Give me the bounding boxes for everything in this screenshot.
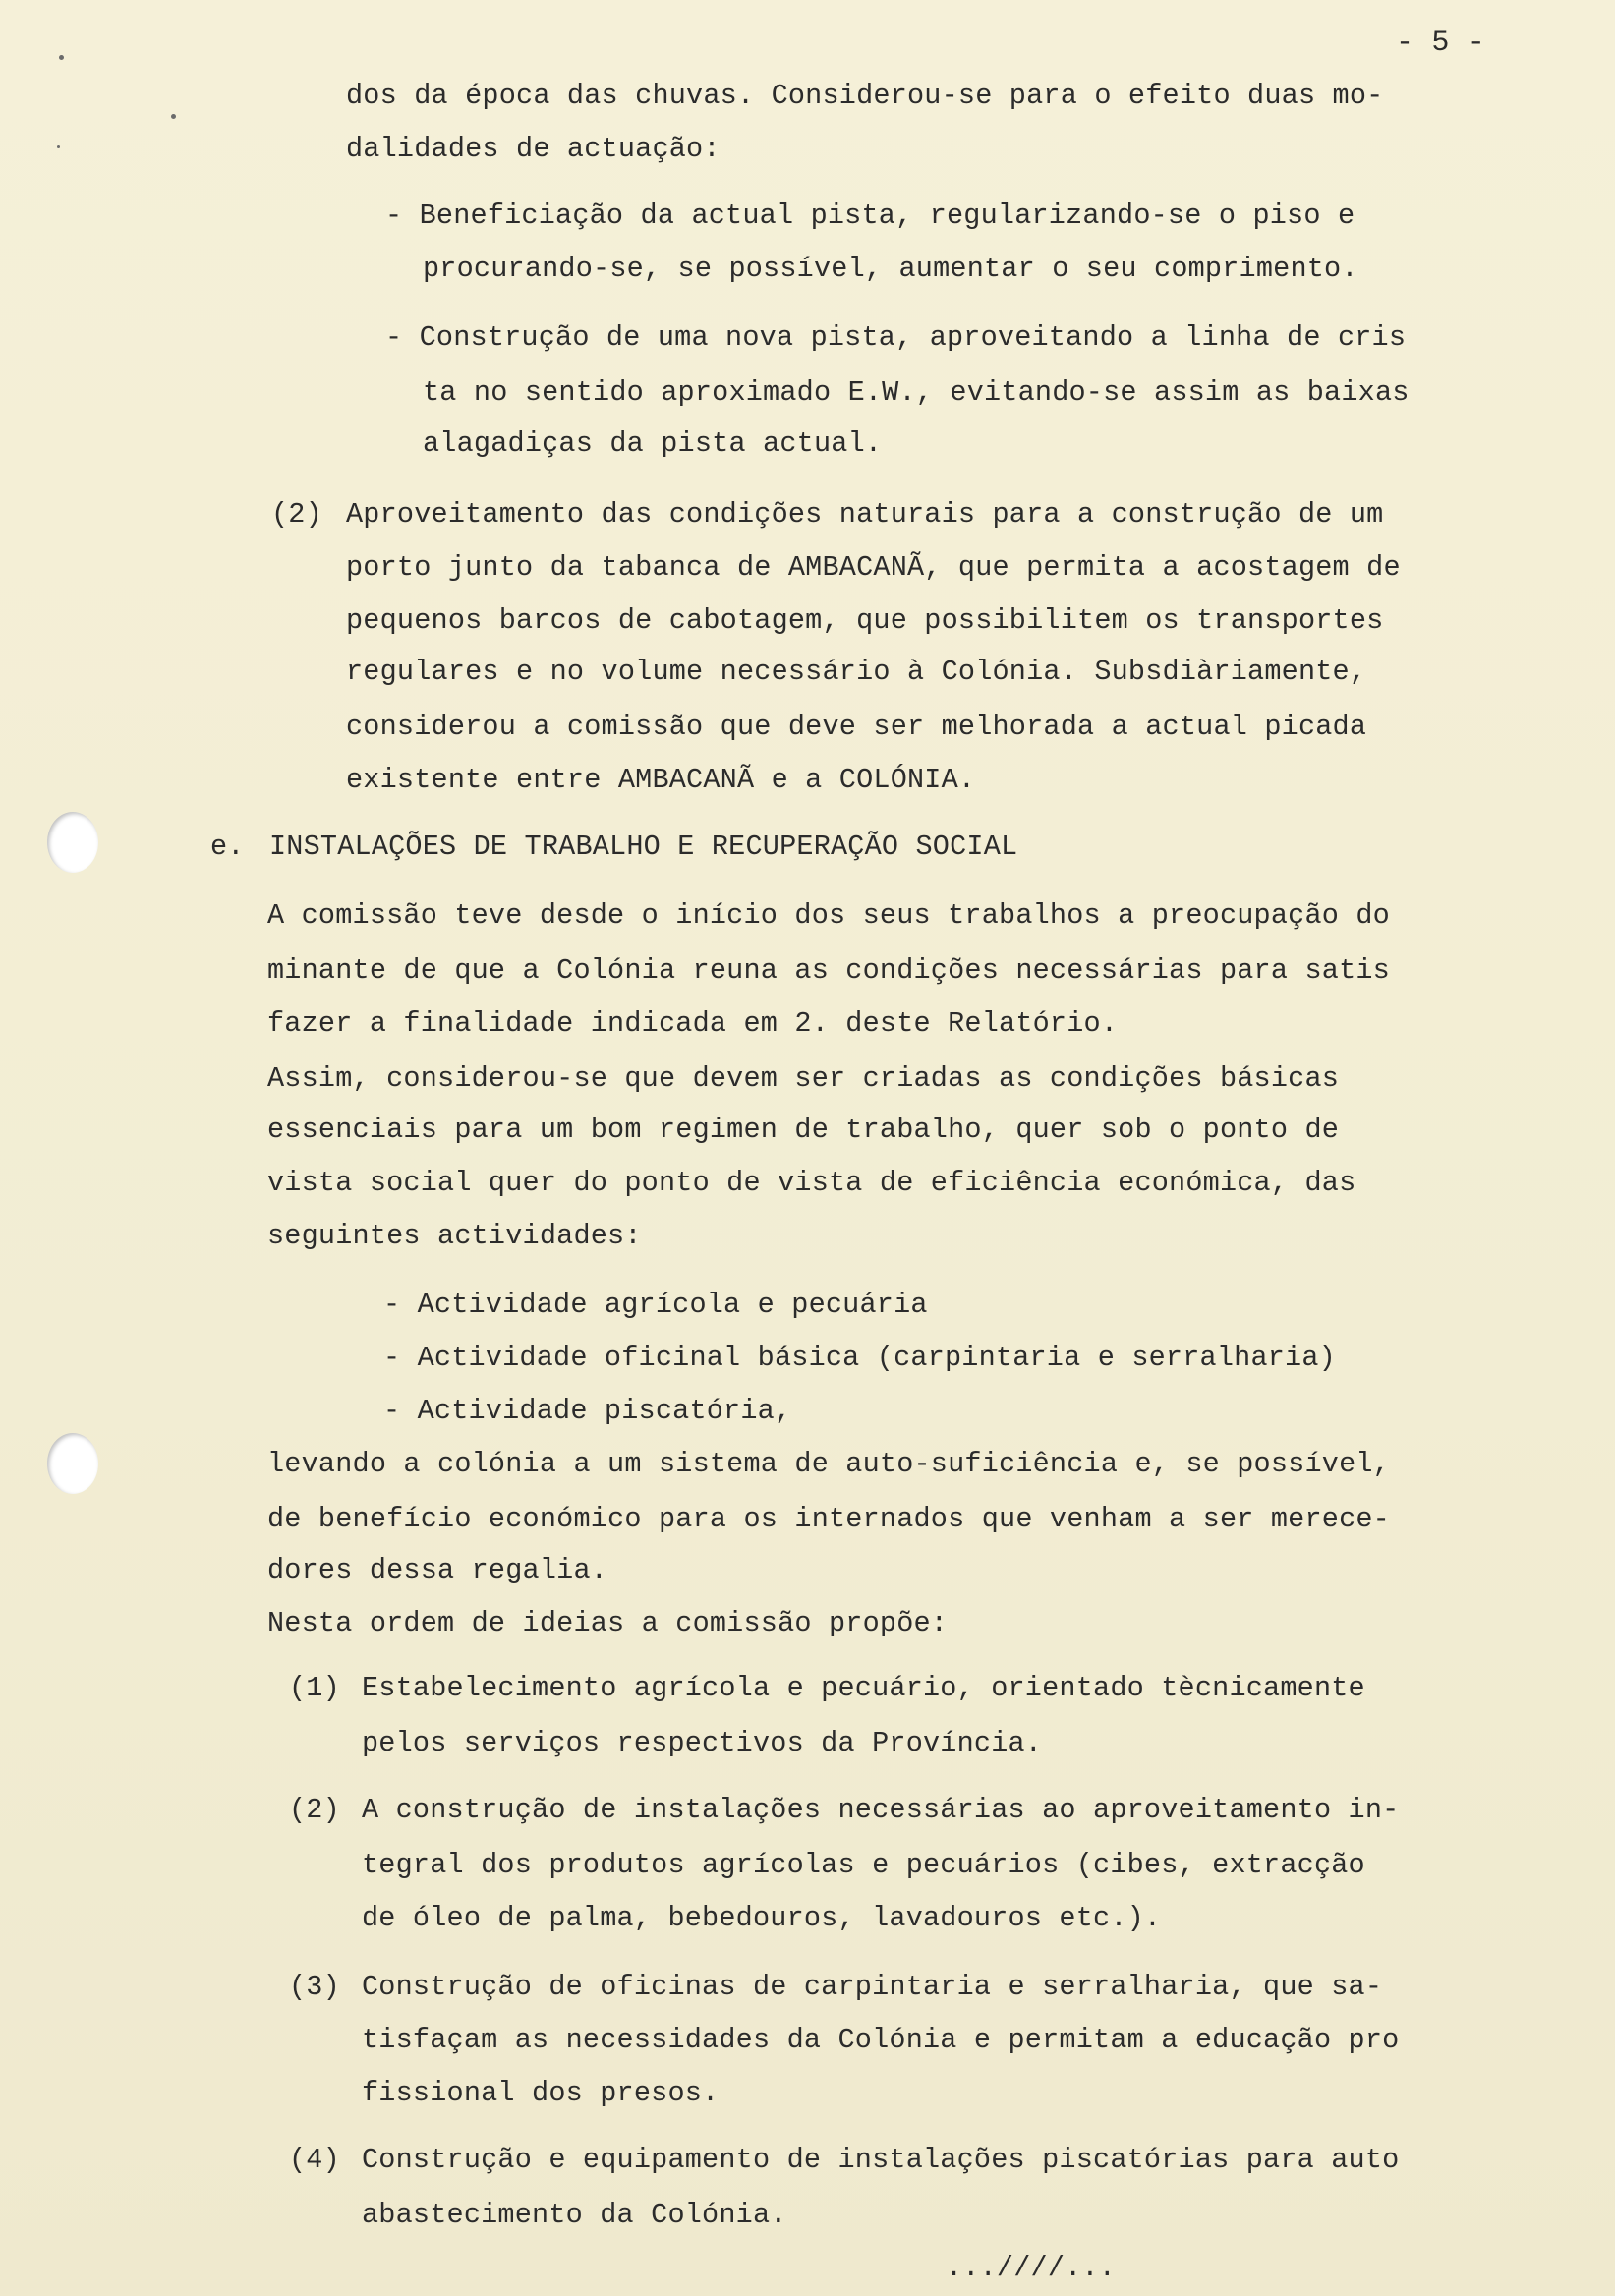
- list-item: - Actividade agrícola e pecuária: [383, 1289, 928, 1321]
- text-line: abastecimento da Colónia.: [362, 2199, 787, 2231]
- text-line: vista social quer do ponto de vista de eficiência económica, das: [267, 1167, 1356, 1199]
- list-item: - Actividade oficinal básica (carpintaria e serralharia): [383, 1342, 1336, 1374]
- paper-speck: [59, 55, 64, 60]
- text-line: porto junto da tabanca de AMBACANÃ, que permita a acostagem de: [346, 551, 1401, 584]
- text-line: minante de que a Colónia reuna as condições necessárias para satis: [267, 954, 1390, 987]
- text-line: essenciais para um bom regimen de trabalho, quer sob o ponto de: [267, 1114, 1340, 1146]
- text-line: Assim, considerou-se que devem ser criadas as condições básicas: [267, 1062, 1340, 1095]
- list-item: - Actividade piscatória,: [383, 1395, 792, 1427]
- text-line: - Construção de uma nova pista, aproveitando a linha de cris: [385, 321, 1407, 354]
- text-line: Construção e equipamento de instalações piscatórias para auto: [362, 2144, 1400, 2176]
- text-line: fissional dos presos.: [362, 2077, 720, 2109]
- text-line: Construção de oficinas de carpintaria e serralharia, que sa-: [362, 1971, 1383, 2003]
- text-line: dores dessa regalia.: [267, 1554, 608, 1586]
- text-line: A construção de instalações necessárias ao aproveitamento in-: [362, 1794, 1400, 1826]
- paper-speck: [57, 145, 60, 148]
- text-line: A comissão teve desde o início dos seus trabalhos a preocupação do: [267, 899, 1390, 932]
- text-line: fazer a finalidade indicada em 2. deste Relatório.: [267, 1007, 1119, 1040]
- text-line: seguintes actividades:: [267, 1220, 642, 1252]
- section-heading: INSTALAÇÕES DE TRABALHO E RECUPERAÇÃO SOCIAL: [269, 831, 1018, 863]
- text-line: existente entre AMBACANÃ e a COLÓNIA.: [346, 764, 976, 796]
- text-line: Aproveitamento das condições naturais para a construção de um: [346, 498, 1384, 531]
- item-number: (4): [289, 2144, 340, 2176]
- text-line: dos da época das chuvas. Considerou-se para o efeito duas mo-: [346, 80, 1384, 112]
- text-line: regulares e no volume necessário à Colónia. Subsdiàriamente,: [346, 656, 1367, 688]
- text-line: procurando-se, se possível, aumentar o seu comprimento.: [423, 253, 1358, 285]
- text-line: Nesta ordem de ideias a comissão propõe:: [267, 1607, 949, 1639]
- text-line: levando a colónia a um sistema de auto-suficiência e, se possível,: [267, 1448, 1390, 1480]
- text-line: considerou a comissão que deve ser melhorada a actual picada: [346, 711, 1367, 743]
- text-line: alagadiças da pista actual.: [423, 428, 883, 460]
- continuation-mark: ...////...: [946, 2252, 1117, 2284]
- item-number: (2): [271, 498, 322, 531]
- paper-speck: [171, 114, 176, 119]
- item-number: (3): [289, 1971, 340, 2003]
- text-line: de benefício económico para os internados que venham a ser merece-: [267, 1503, 1390, 1535]
- section-letter: e.: [210, 831, 245, 863]
- text-line: pelos serviços respectivos da Província.: [362, 1727, 1043, 1759]
- text-line: Estabelecimento agrícola e pecuário, orientado tècnicamente: [362, 1672, 1365, 1704]
- punch-hole-lower: [47, 1433, 98, 1494]
- punch-hole-upper: [47, 812, 98, 873]
- text-line: de óleo de palma, bebedouros, lavadouros etc.).: [362, 1902, 1162, 1934]
- text-line: dalidades de actuação:: [346, 133, 721, 165]
- text-line: tisfaçam as necessidades da Colónia e permitam a educação pro: [362, 2024, 1400, 2056]
- text-line: pequenos barcos de cabotagem, que possibilitem os transportes: [346, 604, 1384, 637]
- text-line: ta no sentido aproximado E.W., evitando-se assim as baixas: [423, 376, 1410, 409]
- item-number: (2): [289, 1794, 340, 1826]
- text-line: tegral dos produtos agrícolas e pecuários (cibes, extracção: [362, 1849, 1365, 1881]
- item-number: (1): [289, 1672, 340, 1704]
- text-line: - Beneficiação da actual pista, regularizando-se o piso e: [385, 200, 1355, 232]
- page-number: - 5 -: [1396, 27, 1486, 60]
